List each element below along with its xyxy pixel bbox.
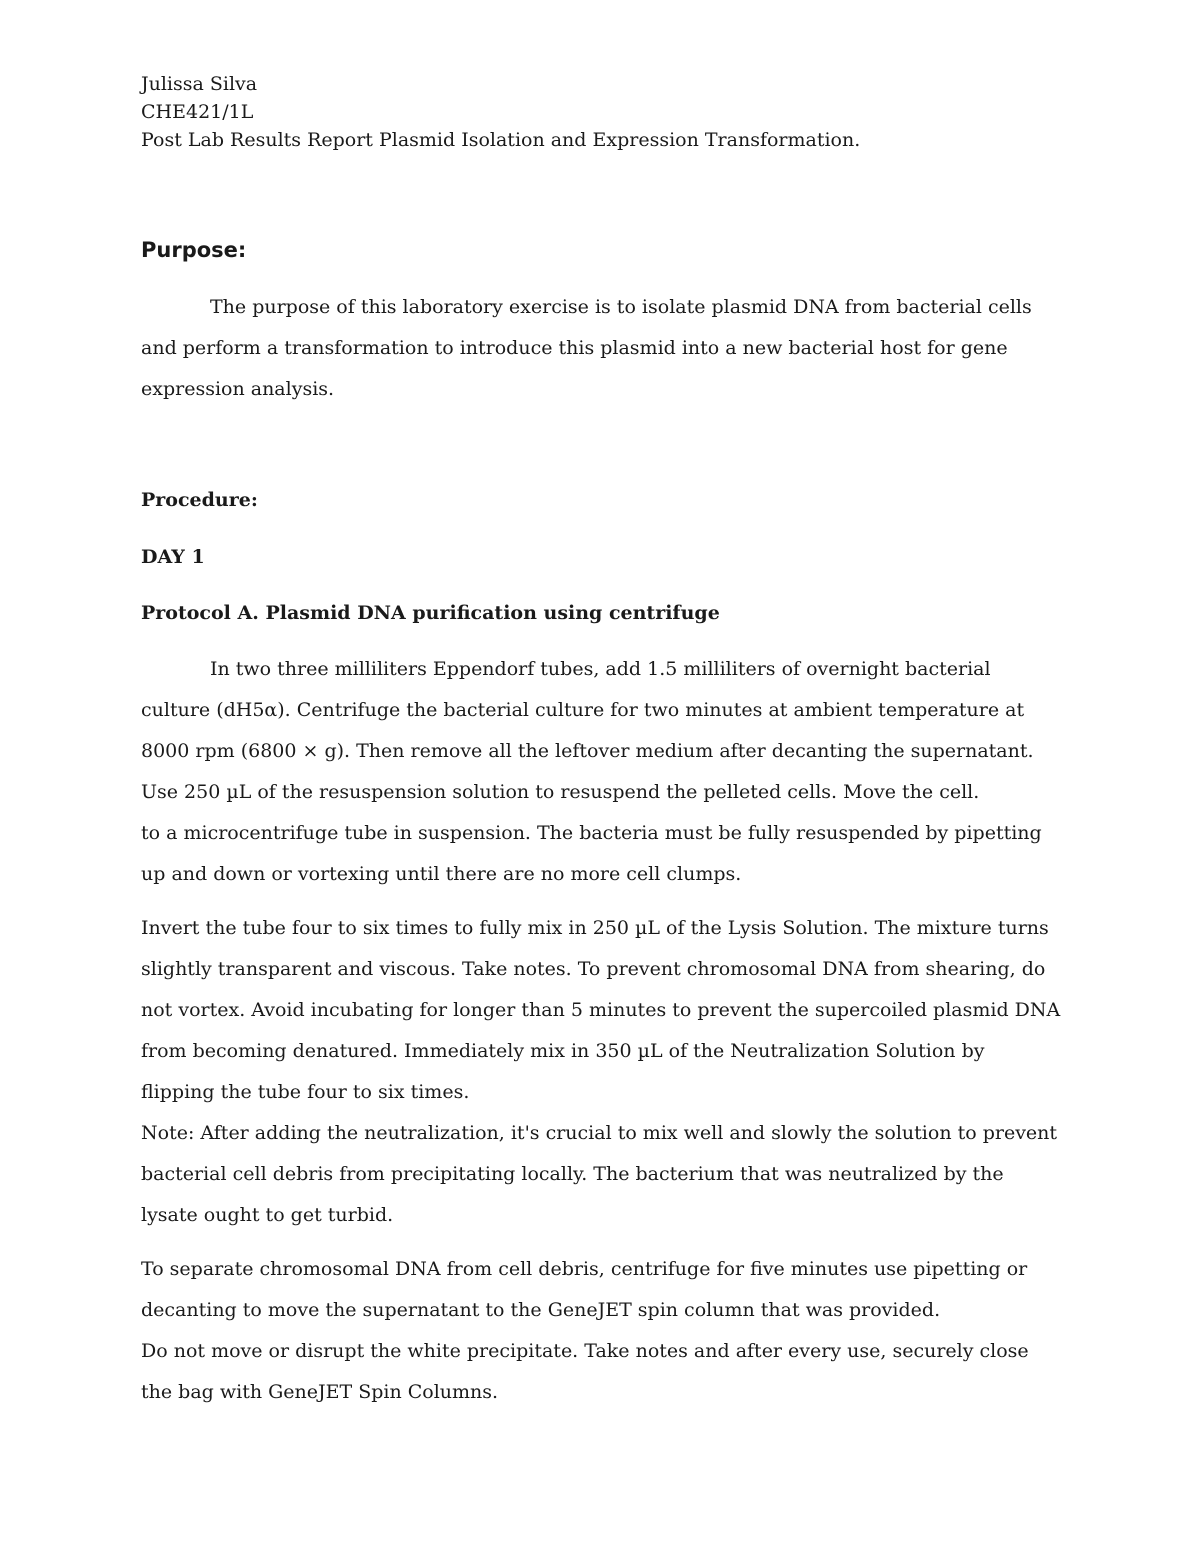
day-heading: DAY 1 (141, 546, 205, 568)
procedure-paragraph-3b: Do not move or disrupt the white precipitate. Take notes and after every use, securely close the bag with GeneJET Spin Columns. (141, 1340, 1029, 1403)
procedure-paragraph-1b: to a microcentrifuge tube in suspension. The bacteria must be fully resuspended by pipetting up and down or vortexing until there are no more cell clumps. (141, 822, 1042, 885)
procedure-heading: Procedure: (141, 489, 258, 511)
course-code: CHE421/1L (141, 101, 254, 123)
procedure-paragraph-3: To separate chromosomal DNA from cell debris, centrifuge for five minutes use pipetting or decanting to move the supernatant to the GeneJET spin column that was provided. (141, 1258, 1028, 1321)
protocol-heading: Protocol A. Plasmid DNA purification using centrifuge (141, 602, 720, 624)
procedure-paragraph-2: Invert the tube four to six times to fully mix in 250 µL of the Lysis Solution. The mixture turns slightly transparent and viscous. Take notes. To prevent chromosomal DNA from shearing, do not vortex. Avoid incubating for longer than 5 minutes to prevent the supercoiled plasmid DNA from becoming denatured. Immediately mix in 350 µL of the Neutralization Solution by flipping the tube four to six times. (141, 917, 1061, 1103)
author-name: Julissa Silva (141, 73, 258, 95)
purpose-heading: Purpose: (141, 238, 247, 262)
document-header (141, 70, 1061, 154)
procedure-paragraph-1: In two three milliliters Eppendorf tubes, add 1.5 milliliters of overnight bacterial culture (dH5α). Centrifuge the bacterial culture for two minutes at ambient temperature at 8000 rpm (6800 × g). Then remove all the leftover medium after decanting the supernatant. Use 250 µL of the resuspension solution to resuspend the pelleted cells. Move the cell. (141, 658, 1034, 803)
report-title: Post Lab Results Report Plasmid Isolation and Expression Transformation. (141, 129, 861, 151)
purpose-text: The purpose of this laboratory exercise is to isolate plasmid DNA from bacterial cells and perform a transformation to introduce this plasmid into a new bacterial host for gene expression analysis. (141, 296, 1032, 400)
procedure-paragraph-2b: Note: After adding the neutralization, it's crucial to mix well and slowly the solution to prevent bacterial cell debris from precipitating locally. The bacterium that was neutralized by the lysate ought to get turbid. (141, 1122, 1058, 1226)
